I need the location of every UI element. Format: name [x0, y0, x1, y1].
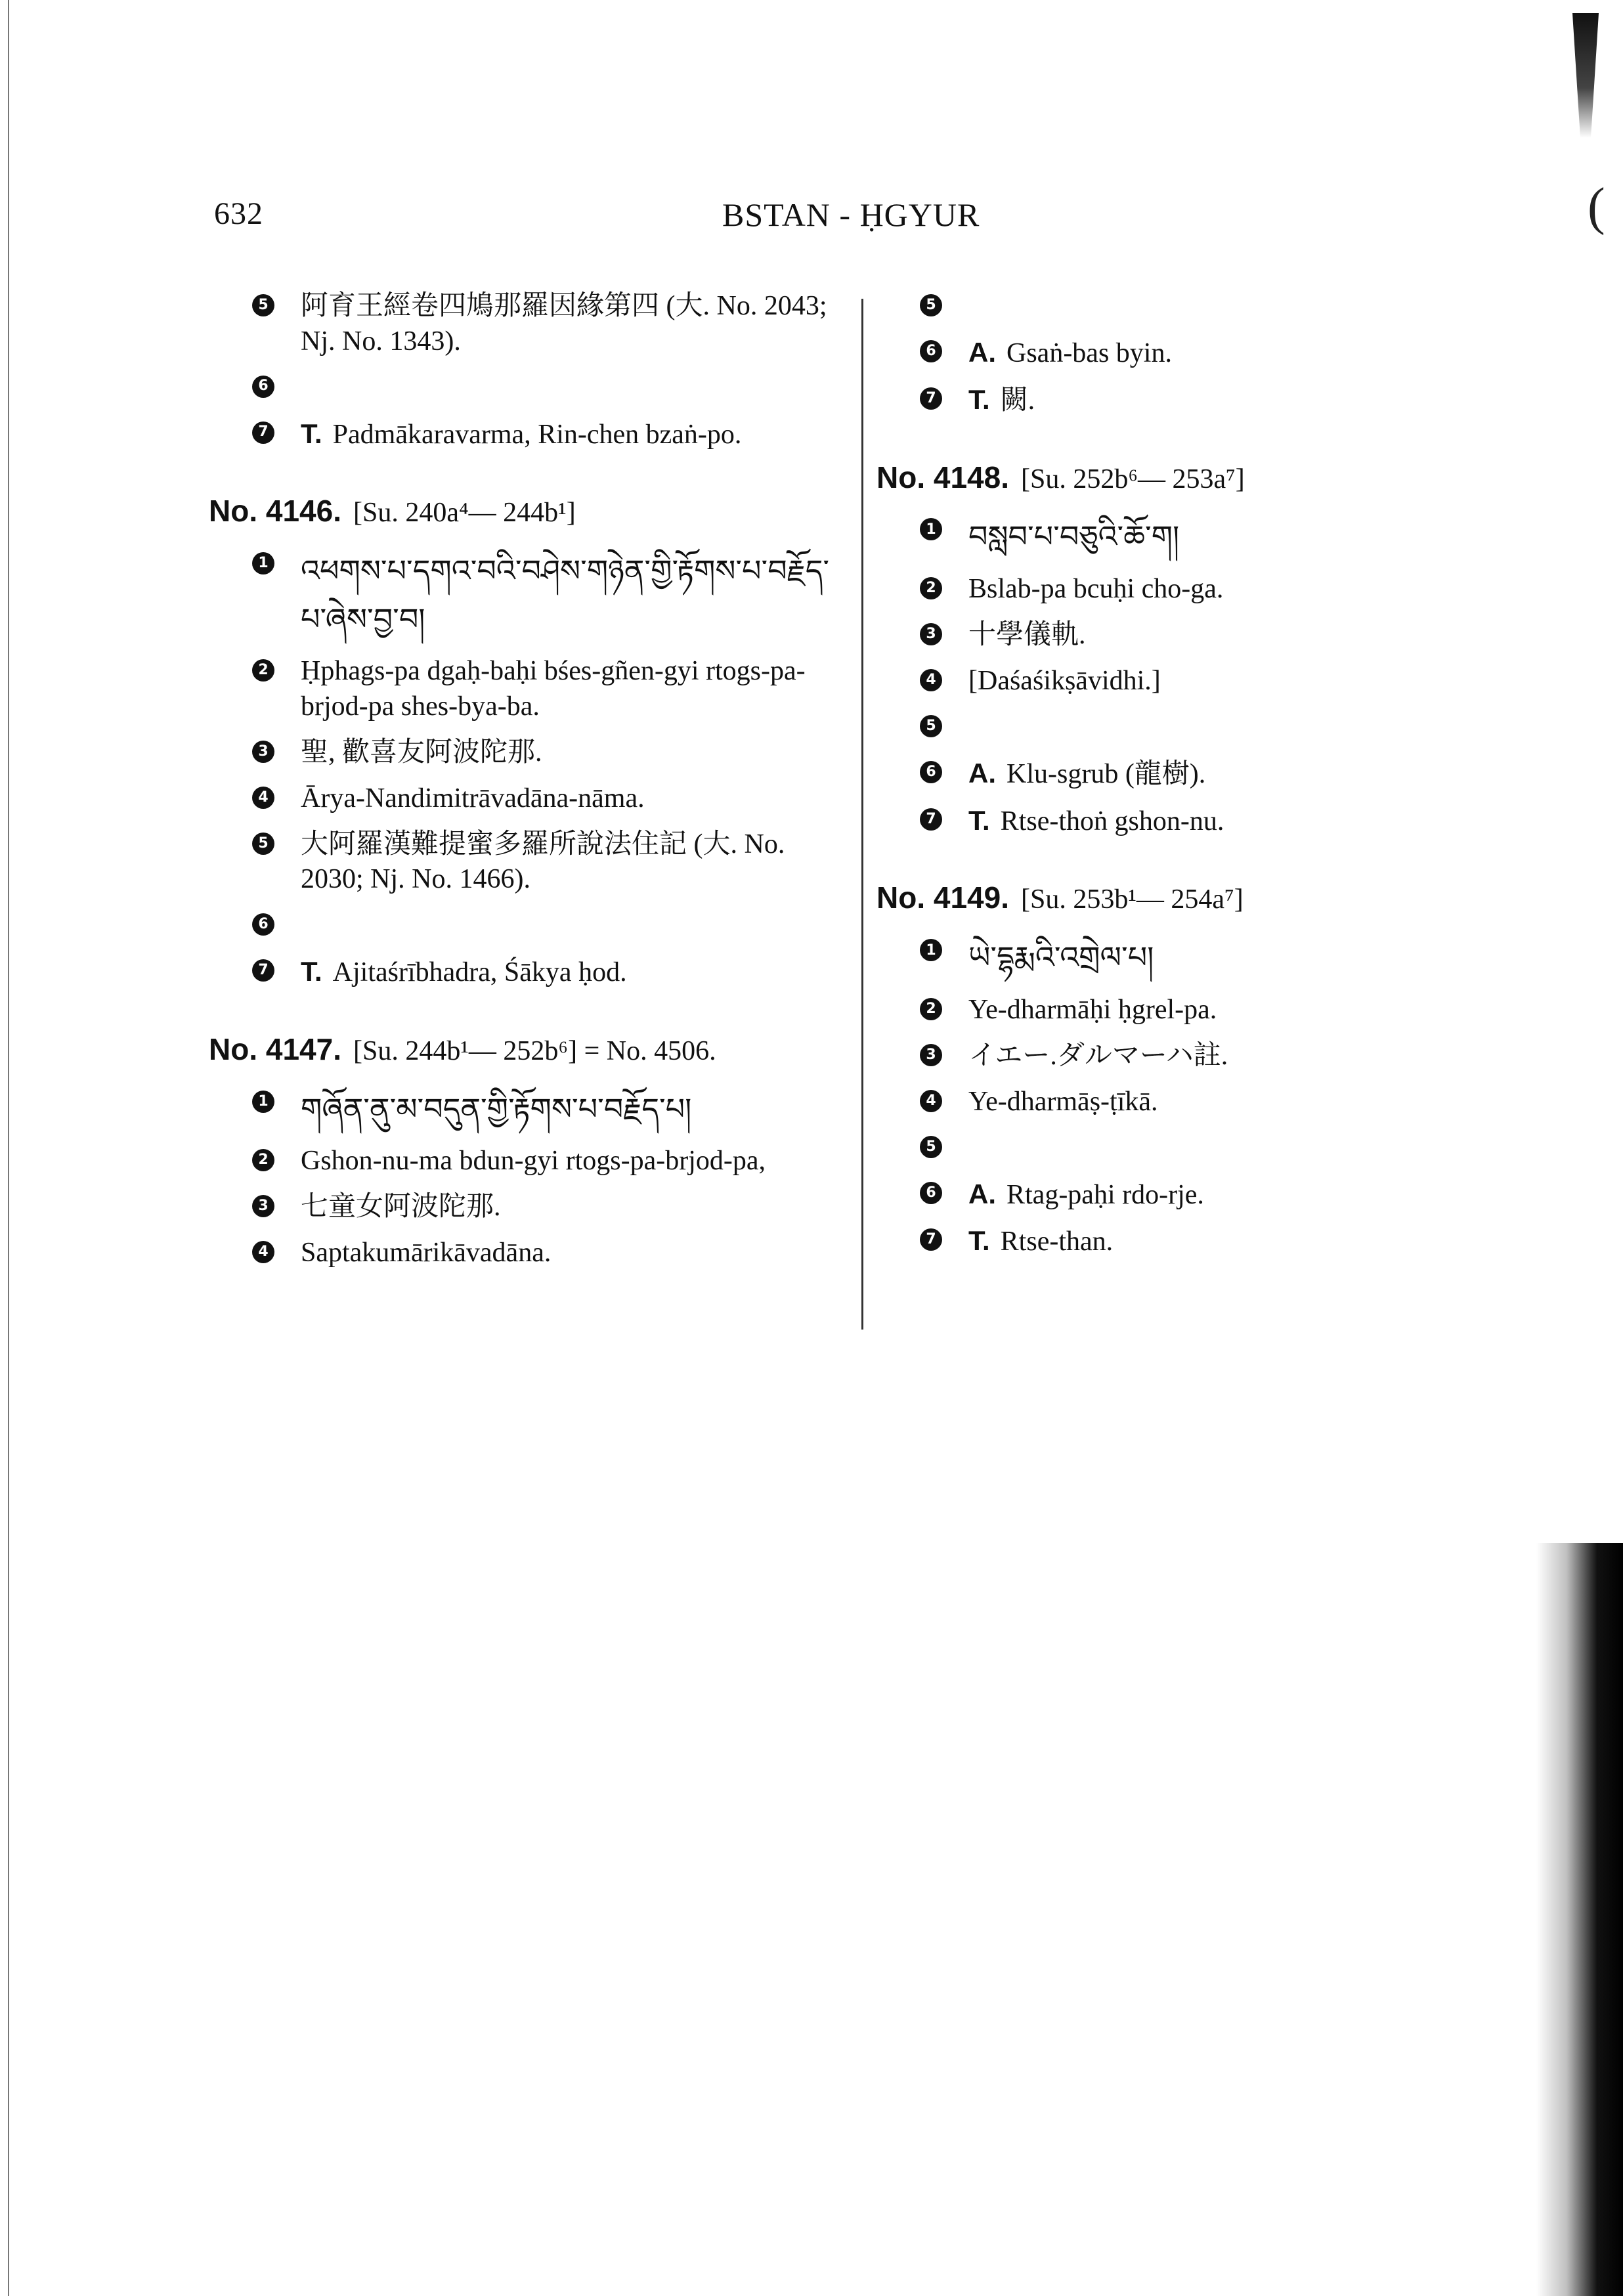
- tibetan-title: བསླབ་པ་བཅུའི་ཆོ་ག།: [968, 519, 1180, 555]
- entry-marker: 4: [252, 787, 274, 809]
- entry-marker: 5: [920, 294, 942, 316]
- entry-text: 闕.: [1000, 385, 1035, 416]
- entry-marker: 5: [252, 833, 274, 855]
- entry-marker: 4: [920, 669, 942, 691]
- entry-row: [209, 1236, 852, 1271]
- entry-row: [876, 756, 1375, 792]
- entry-marker: 6: [920, 340, 942, 362]
- entry-row: [876, 1039, 1375, 1074]
- entry-text: 十學儀軌.: [968, 619, 1086, 650]
- section-4149: [876, 878, 1375, 1260]
- entry-label: A.: [968, 757, 996, 789]
- entry-row: [209, 735, 852, 771]
- entry-row: [876, 1131, 1375, 1166]
- entry-label: A.: [968, 1178, 996, 1209]
- entry-marker: 6: [920, 1182, 942, 1204]
- entry-text: Rtse-than.: [1000, 1226, 1114, 1257]
- entry-label: A.: [968, 337, 996, 368]
- section-number: No. 4146.: [209, 494, 341, 529]
- entry-marker: 2: [920, 577, 942, 599]
- entry-marker: 7: [920, 387, 942, 410]
- entry-marker: 7: [920, 1228, 942, 1251]
- entry-text: Padmākaravarma, Rin-chen bzaṅ-po.: [332, 419, 742, 450]
- entry-text: Ajitaśrībhadra, Śākya ḥod.: [332, 957, 627, 988]
- section-heading: [209, 492, 852, 531]
- column-divider: [861, 299, 863, 1330]
- entry-row: [209, 654, 852, 725]
- entry-marker: 3: [920, 623, 942, 645]
- scan-artifact-bracket: (: [1588, 178, 1605, 236]
- entry-text: Gsaṅ-bas byin.: [1006, 338, 1172, 368]
- entry-marker: 5: [920, 715, 942, 737]
- section-number: No. 4148.: [876, 460, 1009, 494]
- entry-row: [876, 289, 1375, 324]
- entry-label: T.: [968, 383, 990, 415]
- section-ref: [Su. 244b¹— 252b⁶] = No. 4506.: [353, 1035, 716, 1066]
- entry-text: 七童女阿波陀那.: [301, 1192, 501, 1223]
- entry-text: Rtag-paḥi rdo-rje.: [1006, 1179, 1204, 1210]
- entry-label: T.: [301, 418, 322, 449]
- entry-row: [209, 954, 852, 991]
- entry-marker: 7: [920, 808, 942, 831]
- entry-marker: 2: [252, 659, 274, 682]
- entry-marker: 7: [252, 959, 274, 982]
- tibetan-title: གཞོན་ནུ་མ་བདུན་གྱི་རྟོགས་པ་བརྗོད་པ།: [301, 1091, 692, 1127]
- entry-row: [876, 1177, 1375, 1213]
- entry-text: Klu-sgrub (龍樹).: [1006, 758, 1206, 789]
- left-column: [209, 289, 852, 1282]
- entry-marker: 6: [920, 761, 942, 783]
- entry-row: [876, 664, 1375, 699]
- entry-marker: 1: [920, 939, 942, 961]
- section-heading: [876, 878, 1375, 918]
- entry-marker: 1: [920, 518, 942, 540]
- section-heading: [876, 458, 1375, 498]
- left-continuation: [209, 289, 852, 452]
- scan-edge-line: [8, 0, 9, 2296]
- right-column: [876, 289, 1375, 1270]
- entry-marker: 3: [252, 1195, 274, 1217]
- entry-marker: 1: [252, 1091, 274, 1113]
- section-ref: [Su. 253b¹— 254a⁷]: [1021, 884, 1244, 915]
- entry-text: Ārya-Nandimitrāvadāna-nāma.: [301, 783, 645, 813]
- entry-text: [Daśaśikṣāvidhi.]: [968, 665, 1161, 696]
- section-number: No. 4149.: [876, 880, 1009, 915]
- section-ref: [Su. 240a⁴— 244b¹]: [353, 498, 576, 529]
- entry-marker: 6: [252, 376, 274, 398]
- section-heading: [209, 1030, 852, 1070]
- entry-text: イエー.ダルマーハ註.: [968, 1040, 1228, 1071]
- section-number: No. 4147.: [209, 1031, 341, 1066]
- entry-text: Ḥphags-pa dgaḥ-baḥi bśes-gñen-gyi rtogs-pa-brjod-pa shes-bya-ba.: [301, 656, 806, 722]
- entry-text: Gshon-nu-ma bdun-gyi rtogs-pa-brjod-pa,: [301, 1146, 766, 1177]
- entry-label: T.: [968, 1225, 990, 1257]
- entry-row: [876, 513, 1375, 561]
- entry-row: [876, 934, 1375, 982]
- entry-text: Rtse-thoṅ gshon-nu.: [1000, 806, 1224, 836]
- entry-marker: 5: [252, 294, 274, 316]
- entry-marker: 5: [920, 1136, 942, 1158]
- right-continuation: [876, 289, 1375, 419]
- entry-marker: 3: [252, 741, 274, 763]
- entry-marker: 3: [920, 1044, 942, 1066]
- entry-row: [876, 572, 1375, 607]
- entry-row: [209, 908, 852, 943]
- entry-text: Saptakumārikāvadāna.: [301, 1238, 552, 1268]
- section-4146: [209, 492, 852, 991]
- page-number: 632: [214, 196, 263, 231]
- tibetan-title: འཕགས་པ་དགའ་བའི་བཤེས་གཉེན་གྱི་རྟོགས་པ་བརྗོད་པ་ཞེས་བྱ་བ།: [301, 553, 830, 637]
- section-4148: [876, 458, 1375, 840]
- entry-row: [876, 710, 1375, 745]
- entry-row: [876, 803, 1375, 840]
- entry-row: [876, 1223, 1375, 1260]
- entry-marker: 4: [252, 1241, 274, 1263]
- scan-artifact-top: [1572, 13, 1599, 138]
- entry-row: [209, 827, 852, 898]
- entry-marker: 1: [252, 552, 274, 574]
- entry-row: [209, 547, 852, 643]
- entry-text: 大阿羅漢難提蜜多羅所說法住記 (大. No. 2030; Nj. No. 1466).: [301, 829, 785, 895]
- entry-marker: 2: [920, 998, 942, 1020]
- entry-row: [209, 1190, 852, 1225]
- entry-row: [876, 618, 1375, 653]
- entry-marker: 2: [252, 1149, 274, 1171]
- section-ref: [Su. 252b⁶— 253a⁷]: [1021, 464, 1245, 494]
- entry-label: T.: [301, 956, 322, 987]
- section-4147: [209, 1030, 852, 1271]
- entry-marker: 6: [252, 913, 274, 936]
- entry-row: [209, 1085, 852, 1134]
- entry-marker: 7: [252, 422, 274, 444]
- entry-row: [876, 382, 1375, 419]
- entry-row: [209, 416, 852, 453]
- entry-label: T.: [968, 804, 990, 836]
- running-title: BSTAN - ḤGYUR: [722, 196, 980, 233]
- tibetan-title: ཡེ་དྷརྨའི་འགྲེལ་པ།: [968, 940, 1154, 976]
- entry-row: [209, 289, 852, 360]
- entry-text: 聖, 歡喜友阿波陀那.: [301, 737, 542, 768]
- entry-row: [209, 370, 852, 406]
- scan-artifact-edge: [1536, 1543, 1623, 2296]
- entry-row: [876, 993, 1375, 1028]
- entry-row: [876, 335, 1375, 372]
- entry-row: [209, 1144, 852, 1179]
- entry-row: [209, 781, 852, 817]
- entry-row: [876, 1085, 1375, 1120]
- entry-text: 阿育王經卷四鳩那羅因緣第四 (大. No. 2043; Nj. No. 1343).: [301, 291, 827, 357]
- entry-text: Ye-dharmāṣ-ṭīkā.: [968, 1086, 1158, 1117]
- entry-text: Bslab-pa bcuḥi cho-ga.: [968, 573, 1224, 604]
- entry-marker: 4: [920, 1090, 942, 1112]
- entry-text: Ye-dharmāḥi ḥgrel-pa.: [968, 994, 1217, 1025]
